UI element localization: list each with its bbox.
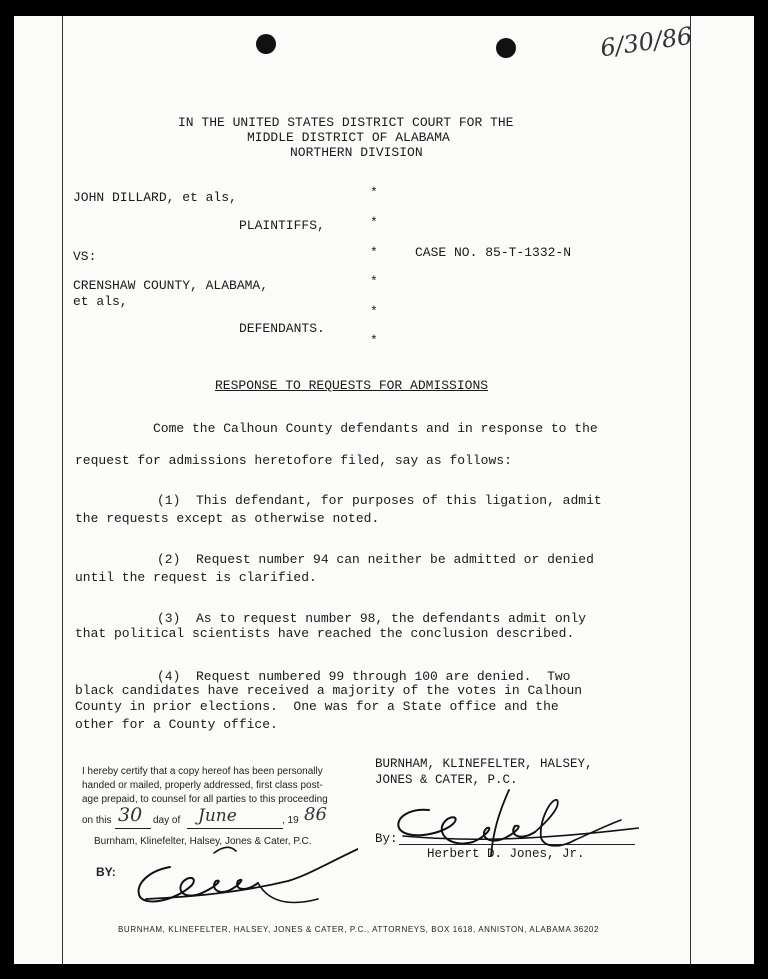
punch-hole-left — [256, 34, 276, 54]
paragraph-4-line1: (4) Request numbered 99 through 100 are denied. Two — [157, 669, 571, 684]
intro-line2: request for admissions heretofore filed, say as follows: — [75, 453, 512, 468]
intro-line1: Come the Calhoun County defendants and in response to the — [153, 421, 598, 436]
left-margin-edge — [62, 16, 63, 964]
court-heading-line1: IN THE UNITED STATES DISTRICT COURT FOR THE — [178, 115, 514, 130]
punch-hole-right — [496, 38, 516, 58]
court-heading-line2: MIDDLE DISTRICT OF ALABAMA — [247, 130, 450, 145]
defendants-label: DEFENDANTS. — [239, 321, 325, 336]
certificate-line2: handed or mailed, properly addressed, first class post- — [82, 780, 323, 791]
paragraph-2-line1: (2) Request number 94 can neither be admitted or denied — [157, 552, 594, 567]
caption-star: * — [370, 333, 378, 348]
caption-star: * — [370, 215, 378, 230]
caption-star: * — [370, 274, 378, 289]
paragraph-4-line4: other for a County office. — [75, 717, 278, 732]
paragraph-1-line1: (1) This defendant, for purposes of this ligation, admit — [157, 493, 602, 508]
caption-star: * — [370, 304, 378, 319]
certificate-by-label: BY: — [96, 865, 116, 879]
defendant-name: CRENSHAW COUNTY, ALABAMA, — [73, 278, 269, 293]
certificate-line3: age prepaid, to counsel for all parties to this proceeding — [82, 794, 328, 805]
paragraph-1-line2: the requests except as otherwise noted. — [75, 511, 380, 526]
versus-label: VS: — [73, 249, 97, 264]
defendant-et-als: et als, — [73, 294, 128, 309]
certificate-on-this: on this — [82, 815, 112, 826]
case-number: CASE NO. 85-T-1332-N — [415, 245, 572, 260]
paragraph-4-line3: County in prior elections. One was for a State office and the — [75, 699, 559, 714]
certificate-signature — [118, 841, 358, 911]
firm-name-line1: BURNHAM, KLINEFELTER, HALSEY, — [375, 757, 593, 771]
document-page — [14, 16, 754, 964]
caption-star: * — [370, 185, 378, 200]
certificate-year-prefix: , 19 — [282, 815, 299, 826]
attorney-signature — [389, 786, 639, 866]
court-heading-line3: NORTHERN DIVISION — [290, 145, 423, 160]
paragraph-3-line2: that political scientists have reached the conclusion described. — [75, 626, 575, 641]
letterhead-footer: BURNHAM, KLINEFELTER, HALSEY, JONES & CATER, P.C., ATTORNEYS, BOX 1618, ANNISTON, ALABAMA 36202 — [118, 925, 600, 934]
plaintiffs-label: PLAINTIFFS, — [239, 218, 325, 233]
certificate-day-of: day of — [153, 815, 181, 826]
attorney-by-label: By: — [375, 832, 398, 846]
paragraph-2-line2: until the request is clarified. — [75, 570, 317, 585]
document-title: RESPONSE TO REQUESTS FOR ADMISSIONS — [215, 378, 489, 393]
certificate-firm: Burnham, Klinefelter, Halsey, Jones & Cater, P.C. — [94, 836, 312, 847]
caption-star: * — [370, 245, 378, 260]
certificate-year: 86 — [304, 804, 327, 825]
paragraph-3-line1: (3) As to request number 98, the defendants admit only — [157, 611, 587, 626]
month-underline — [187, 828, 283, 829]
day-underline — [115, 828, 151, 829]
paragraph-4-line2: black candidates have received a majority of the votes in Calhoun — [75, 683, 583, 698]
handwritten-date: 6/30/86 — [598, 21, 695, 63]
right-margin-edge — [690, 16, 691, 964]
certificate-month: June — [198, 806, 237, 826]
firm-name-line2: JONES & CATER, P.C. — [375, 773, 518, 787]
certificate-line1: I hereby certify that a copy hereof has been personally — [82, 766, 323, 777]
plaintiff-name: JOHN DILLARD, et als, — [73, 190, 237, 205]
certificate-day: 30 — [118, 804, 143, 826]
attorney-name: Herbert D. Jones, Jr. — [427, 847, 585, 861]
